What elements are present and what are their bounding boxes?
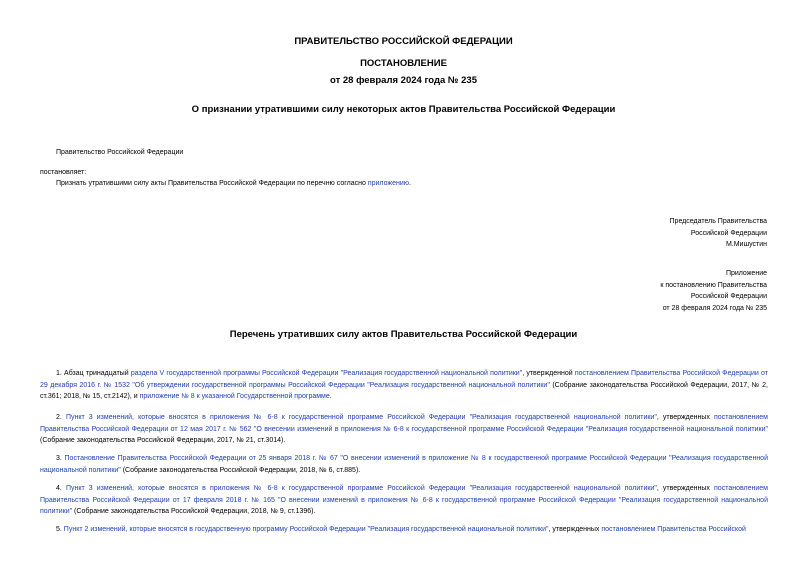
list-item: 1. Абзац тринадцатый раздела V государственной программы Российской Федерации "Реализация государственной национальной политики", утвержденной постановлением Правительства Российской Федерации от 29 декабря 2016 г. № 1532 "Об утверждении государственной программы Российской Федерации "Реализация государственной национальной политики" (Собрание законодательства Российской Федерации, 2017, № 2, ст.361; 2018, № 15, ст.2142), и приложение № 8 к указанной Государственной программе. [40, 370, 768, 400]
item-link[interactable]: постановлением Правительства Российской [601, 526, 746, 533]
list-title: Перечень утративших силу актов Правительства Российской Федерации [229, 329, 578, 340]
appendix-line-1: Приложение [725, 270, 767, 277]
issuer-text: Правительство Российской Федерации [56, 149, 184, 156]
decision-text: Признать утратившими силу акты Правительства Российской Федерации по перечню согласно [56, 180, 368, 187]
document-title: О признании утратившими силу некоторых актов Правительства Российской Федерации [191, 104, 616, 115]
signature-block [670, 216, 767, 251]
item-link[interactable]: раздела V государственной программы Российской Федерации "Реализация государственной национальной политики" [130, 370, 523, 377]
item-link[interactable]: Постановление Правительства Российской Федерации от 25 января 2018 г. № 67 "О внесении изменений в приложение № 8 к государственной программе Российской Федерации "Реализация государственной национальной политики" [40, 455, 768, 474]
decides-text: постановляет: [40, 169, 87, 176]
government-heading: ПРАВИТЕЛЬСТВО РОССИЙСКОЙ ФЕДЕРАЦИИ [294, 36, 513, 47]
item-link[interactable]: постановлением Правительства Российской Федерации от 12 мая 2017 г. № 562 "О внесении изменений в приложения № 6-8 к государственной программе Российской Федерации "Реализация государственной национальной политики" [40, 414, 768, 433]
item-link[interactable]: приложение № 8 к указанной Государственной программе [139, 393, 330, 400]
decision-end: . [409, 180, 411, 187]
document-date-number: от 28 февраля 2024 года № 235 [330, 75, 477, 86]
document-type: ПОСТАНОВЛЕНИЕ [360, 58, 447, 69]
signature-org: Российской Федерации [690, 229, 767, 237]
decision-paragraph [56, 178, 411, 189]
list-item: 2. Пункт 3 изменений, которые вносятся в приложения № 6-8 к государственной программе Российской Федерации "Реализация государственной национальной политики", утвержденных постановлением Правительства Российской Федерации от 12 мая 2017 г. № 562 "О внесении изменений в приложения № 6-8 к государственной программе Российской Федерации "Реализация государственной национальной политики" (Собрание законодательства Российской Федерации, 2017, № 21, ст.3014). [40, 414, 768, 444]
appendix-line-3: Российской Федерации [690, 293, 767, 300]
appendix-line-2: к постановлению Правительства [660, 281, 767, 289]
appendix-block [660, 268, 767, 314]
appendix-link[interactable]: приложению [367, 180, 409, 187]
list-item: 4. Пункт 3 изменений, которые вносятся в приложения № 6-8 к государственной программе Российской Федерации "Реализация государственной национальной политики", утвержденных постановлением Правительства Российской Федерации от 17 февраля 2018 г. № 165 "О внесении изменений в приложения № 6-8 к государственной программе Российской Федерации "Реализация государственной национальной политики" (Собрание законодательства Российской Федерации, 2018, № 9, ст.1396). [40, 485, 768, 515]
item-link[interactable]: Пункт 3 изменений, которые вносятся в приложения № 6-8 к государственной программе Российской Федерации "Реализация государственной национальной политики" [65, 414, 657, 421]
signature-position: Председатель Правительства [669, 218, 767, 225]
appendix-line-4: от 28 февраля 2024 года № 235 [662, 304, 767, 312]
item-link[interactable]: Пункт 3 изменений, которые вносятся в приложения № 6-8 к государственной программе Российской Федерации "Реализация государственной национальной политики" [65, 485, 657, 492]
list-item: 3. Постановление Правительства Российской Федерации от 25 января 2018 г. № 67 "О внесении изменений в приложение № 8 к государственной программе Российской Федерации "Реализация государственной национальной политики" (Собрание законодательства Российской Федерации, 2018, № 6, ст.885). [40, 455, 768, 474]
signature-name: М.Мишустин [725, 241, 767, 248]
item-link[interactable]: Пункт 2 изменений, которые вносятся в государственную программу Российской Федерации "Реализация государственной национальной политики" [63, 526, 549, 533]
item-link[interactable]: постановлением Правительства Российской Федерации от 29 декабря 2016 г. № 1532 "Об утверждении государственной программы Российской Федерации "Реализация государственной национальной политики" [40, 370, 768, 389]
list-item: 5. Пункт 2 изменений, которые вносятся в государственную программу Российской Федерации "Реализация государственной национальной политики", утвержденных постановлением Правительства Российской [56, 526, 746, 533]
item-link[interactable]: постановлением Правительства Российской Федерации от 17 февраля 2018 г. № 165 "О внесении изменений в приложения № 6-8 к государственной программе Российской Федерации "Реализация государственной национальной политики" [40, 485, 768, 515]
